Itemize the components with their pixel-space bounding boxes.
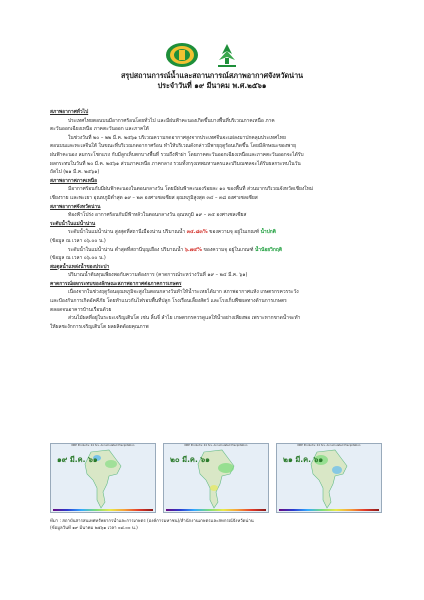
paragraph-line: ปริมาณน้ำต้นทุนเพียงพอกับความต้องการ (คาดการณ์ระหว่างวันที่ ๑๙ – ๒๔ มี.ค. ๖๑) <box>68 272 248 279</box>
map-header: NRE Products: 24 hrs. Accumulated Precipitation <box>184 444 248 447</box>
source-line: ที่มา : สถาบันสารสนเทศทรัพยากรน้ำและการเกษตร (องค์การมหาชน)/สำนักงานเกษตรและสหกรณ์จังหวัดน่าน <box>50 519 254 524</box>
water-min-status: น้ำน้อยวิกฤติ <box>254 246 283 253</box>
paragraph-line: ให้ผลชะงักการเจริญเติบโต ผลผลิตด้อยคุณภาพ <box>50 323 149 330</box>
rain-forecast-maps <box>50 443 380 511</box>
source-note <box>50 518 380 533</box>
paragraph-line: ตอนบนและทะเลจีนใต้ ในขณะที่บริเวณกดอากาศร้อน ทำให้บริเวณดังกล่าวมีพายุฤดูร้อนเกิดขึ้น โดยมีลักษณะของพายุ <box>50 143 296 150</box>
water-max-line: ระดับน้ำในแม่น้ำน่าน สูงสุดที่สถานีเมืองน่าน ปริมาณน้ำ ๓๔.๘๓% ของความจุ อยู่ในเกณฑ์ น้ำปกติ <box>68 229 276 236</box>
section-heading: สภาพอากาศภาคเหนือ <box>50 177 98 184</box>
ministry-logo-icon <box>165 42 199 68</box>
paragraph-line: ประเทศไทยตอนบนมีอากาศร้อนโดยทั่วไป และมีฝนฟ้าคะนองเกิดขึ้นบางพื้นที่บริเวณภาคเหนือ ภาค <box>68 117 275 124</box>
rain-map <box>50 443 156 513</box>
paragraph-line: ตะวันออกเฉียงเหนือ ภาคตะวันออก และภาคใต้ <box>50 126 149 133</box>
section-heading: สมดุลน้ำแหล่งน้ำของประปา <box>50 263 110 270</box>
section-heading: สภาพอากาศทั่วไป <box>50 109 89 115</box>
section-heading: คาดการณ์ผลกระทบของลักษณะสภาพอากาศต่อภาคการเกษตร <box>50 280 182 287</box>
rain-map <box>276 443 382 513</box>
water-max-value: ๓๔.๘๓% <box>186 229 208 236</box>
map-header: NRE Products: 24 hrs. Accumulated Precipitation <box>71 444 135 447</box>
water-min-time: (ข้อมูล ณ เวลา ๐๖.๐๐ น.) <box>50 255 106 262</box>
map-date: ๒๐ มี.ค. ๖๑ <box>170 455 210 464</box>
section-general <box>50 108 380 331</box>
map-date: ๑๙ มี.ค. ๖๑ <box>57 455 98 464</box>
paragraph-line: และป้องกันการเกิดอัคคีภัย โดยทำแนวกันไฟรอบพื้นที่ปลูก โรงเรือนเลี้ยงสัตว์ และโรงเก็บพืชผลทางด้านการเกษตร <box>50 298 287 305</box>
water-max-status: น้ำปกติ <box>260 229 276 236</box>
paragraph-line: เนื่องจากในช่วงฤดูร้อนอุณหภูมิจะสูงในตอนกลางวันทำให้น้ำระเหยได้มาก สภาพอากาศแห้ง เกษตรกรควรระวัง <box>68 289 299 296</box>
paragraph-line: ในช่วงวันที่ ๒๐ – ๒๒ มี.ค. ๒๕๖๑ บริเวณความกดอากาศสูงจากประเทศจีนจะแผ่ลงมาปกคลุมประเทศไทย <box>68 134 286 141</box>
report-title: สรุปสถานการณ์น้ำและสถานการณ์สภาพอากาศจังหวัดน่าน <box>120 71 304 80</box>
precip-legend <box>53 509 153 512</box>
report-date: ประจำวันที่ ๑๙ มีนาคม พ.ศ.๒๕๖๑ <box>157 81 267 90</box>
water-max-time: (ข้อมูล ณ เวลา ๐๖.๐๐ น.) <box>50 237 106 244</box>
paragraph-line: ท้องฟ้าโปร่ง อากาศร้อนกับมีฟ้าหลัวในตอนกลางวัน อุณหภูมิ ๑๙ – ๓๕ องศาเซลเซียส <box>68 212 247 219</box>
paragraph-line: เชียงราย และพะเยา อุณหภูมิต่ำสุด ๑๙ – ๒๓ องศาเซลเซียส อุณหภูมิสูงสุด ๓๔ – ๓๘ องศาเซลเซียส <box>50 194 258 201</box>
section-heading: สภาพอากาศจังหวัดน่าน <box>50 203 101 210</box>
precip-legend <box>166 509 266 512</box>
paragraph-line: มีอากาศร้อนกับมีฝนฟ้าคะนองในตอนกลางวัน โดยมีฝนฟ้าคะนองร้อยละ ๑๐ ของพื้นที่ ส่วนมากบริเวณจังหวัดเชียงใหม่ <box>68 186 314 193</box>
paragraph-line: ถัดไป (๒๑ มี.ค. ๒๕๖๑) <box>50 169 100 176</box>
paragraph-line: ฝนฟ้าคะนอง ลมกระโชกแรง กับมีลูกเห็บตกบางพื้นที่ รวมถึงฟ้าผ่า โดยภาคตะวันออกเฉียงเหนือและภาคตะวันออกจะได้รับ <box>50 151 304 158</box>
logo-bar <box>0 42 424 70</box>
paragraph-line: ส่วนไม้ผลที่อยู่ในระยะเจริญเติบโต เช่น ลิ้นจี่ ลำไย เกษตรกรควรดูแลให้น้ำอย่างเพียงพอ เพราะหากขาดน้ำจะทำ <box>68 315 301 322</box>
water-min-value: ๖.๗๔% <box>184 246 202 253</box>
precip-legend <box>279 509 379 512</box>
map-header: NRE Products: 24 hrs. Accumulated Precipitation <box>297 444 361 447</box>
map-date: ๒๑ มี.ค. ๖๑ <box>283 455 324 464</box>
agency-logo-icon <box>214 42 240 70</box>
source-date: (ข้อมูลวันที่ ๑๙ มีนาคม ๒๕๖๑ เวลา ๐๘.๐๐ น.) <box>50 526 138 532</box>
section-heading: ระดับน้ำในแม่น้ำน่าน <box>50 220 96 227</box>
water-min-line: ระดับน้ำในแม่น้ำน่าน ต่ำสุดที่สถานีบุญเยือง ปริมาณน้ำ ๖.๗๔% ของความจุ อยู่ในเกณฑ์ น้ำน้อยวิกฤติ <box>68 246 283 253</box>
paragraph-line: ตลอดจนอาคารบ้านเรือนด้วย <box>50 306 112 313</box>
paragraph-line: ผลกระทบในวันที่ ๒๐ มี.ค. ๒๕๖๑ ส่วนภาคเหนือ ภาคกลาง รวมทั้งกรุงเทพมหานครและปริมณฑลจะได้รับผลกระทบในวัน <box>50 160 301 167</box>
rain-map <box>163 443 269 513</box>
